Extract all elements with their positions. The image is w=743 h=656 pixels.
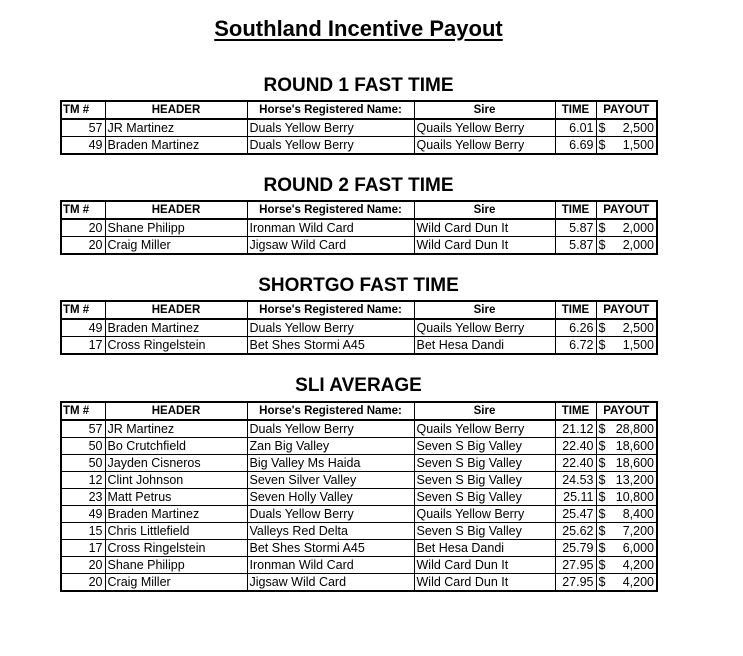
- header-name-cell: JR Martinez: [105, 119, 247, 137]
- currency-symbol: $: [598, 238, 606, 252]
- column-header-tm: TM #: [61, 301, 105, 319]
- horse-name-cell: Bet Shes Stormi A45: [247, 337, 414, 355]
- horse-name-cell: Seven Holly Valley: [247, 489, 414, 506]
- table-header-row: [61, 402, 657, 420]
- sire-cell: Seven S Big Valley: [414, 438, 555, 455]
- column-header-horse: Horse's Registered Name:: [247, 101, 414, 119]
- header-name-cell: Cross Ringelstein: [105, 337, 247, 355]
- header-name-cell: Shane Philipp: [105, 557, 247, 574]
- header-name-cell: Jayden Cisneros: [105, 455, 247, 472]
- sire-cell: Quails Yellow Berry: [414, 506, 555, 523]
- team-number-cell: 17: [61, 540, 105, 557]
- currency-symbol: $: [598, 507, 606, 521]
- currency-symbol: $: [598, 524, 606, 538]
- time-cell: 6.26: [555, 319, 596, 337]
- header-name-cell: Cross Ringelstein: [105, 540, 247, 557]
- time-cell: 6.69: [555, 137, 596, 155]
- column-header-sire: Sire: [414, 301, 555, 319]
- team-number-cell: 50: [61, 455, 105, 472]
- horse-name-cell: Ironman Wild Card: [247, 557, 414, 574]
- currency-symbol: $: [598, 490, 606, 504]
- header-name-cell: Braden Martinez: [105, 319, 247, 337]
- time-cell: 24.53: [555, 472, 596, 489]
- team-number-cell: 20: [61, 557, 105, 574]
- sire-cell: Wild Card Dun It: [414, 574, 555, 592]
- currency-symbol: $: [598, 321, 606, 335]
- payout-amount: 1,500: [622, 138, 654, 152]
- currency-symbol: $: [598, 456, 606, 470]
- table-header-row: [61, 201, 657, 219]
- column-header-header: HEADER: [105, 101, 247, 119]
- team-number-cell: 20: [61, 237, 105, 255]
- results-table: [60, 300, 658, 355]
- column-header-payout: PAYOUT: [596, 402, 657, 420]
- time-cell: 25.11: [555, 489, 596, 506]
- horse-name-cell: Duals Yellow Berry: [247, 420, 414, 438]
- column-header-tm: TM #: [61, 201, 105, 219]
- payout-cell: [596, 489, 657, 506]
- sire-cell: Seven S Big Valley: [414, 523, 555, 540]
- section-title: SHORTGO FAST TIME: [258, 275, 459, 296]
- horse-name-cell: Jigsaw Wild Card: [247, 574, 414, 592]
- column-header-header: HEADER: [105, 402, 247, 420]
- team-number-cell: 20: [61, 574, 105, 592]
- time-cell: 21.12: [555, 420, 596, 438]
- time-cell: 6.01: [555, 119, 596, 137]
- horse-name-cell: Bet Shes Stormi A45: [247, 540, 414, 557]
- column-header-sire: Sire: [414, 201, 555, 219]
- column-header-sire: Sire: [414, 101, 555, 119]
- payout-amount: 4,200: [622, 558, 654, 572]
- horse-name-cell: Duals Yellow Berry: [247, 506, 414, 523]
- payout-cell: [596, 420, 657, 438]
- horse-name-cell: Ironman Wild Card: [247, 219, 414, 237]
- results-table: [60, 200, 658, 255]
- currency-symbol: $: [598, 221, 606, 235]
- table-row: [61, 455, 657, 472]
- currency-symbol: $: [598, 121, 606, 135]
- horse-name-cell: Duals Yellow Berry: [247, 119, 414, 137]
- payout-amount: 13,200: [615, 473, 654, 487]
- table-row: [61, 337, 657, 355]
- section-title: ROUND 2 FAST TIME: [263, 175, 454, 196]
- header-name-cell: Braden Martinez: [105, 506, 247, 523]
- currency-symbol: $: [598, 541, 606, 555]
- payout-cell: [596, 472, 657, 489]
- table-row: [61, 523, 657, 540]
- header-name-cell: Shane Philipp: [105, 219, 247, 237]
- column-header-time: TIME: [555, 301, 596, 319]
- payout-cell: [596, 523, 657, 540]
- payout-amount: 28,800: [615, 422, 654, 436]
- header-name-cell: Clint Johnson: [105, 472, 247, 489]
- team-number-cell: 50: [61, 438, 105, 455]
- sire-cell: Bet Hesa Dandi: [414, 337, 555, 355]
- table-row: [61, 540, 657, 557]
- header-name-cell: Matt Petrus: [105, 489, 247, 506]
- team-number-cell: 57: [61, 119, 105, 137]
- table-row: [61, 420, 657, 438]
- currency-symbol: $: [598, 473, 606, 487]
- results-table: [60, 100, 658, 155]
- horse-name-cell: Duals Yellow Berry: [247, 137, 414, 155]
- team-number-cell: 49: [61, 506, 105, 523]
- column-header-sire: Sire: [414, 402, 555, 420]
- column-header-tm: TM #: [61, 101, 105, 119]
- table-header-row: [61, 301, 657, 319]
- payout-cell: [596, 237, 657, 255]
- horse-name-cell: Big Valley Ms Haida: [247, 455, 414, 472]
- time-cell: 22.40: [555, 455, 596, 472]
- horse-name-cell: Zan Big Valley: [247, 438, 414, 455]
- sire-cell: Wild Card Dun It: [414, 557, 555, 574]
- payout-cell: [596, 337, 657, 355]
- table-header-row: [61, 101, 657, 119]
- column-header-payout: PAYOUT: [596, 201, 657, 219]
- header-name-cell: Braden Martinez: [105, 137, 247, 155]
- header-name-cell: Craig Miller: [105, 574, 247, 592]
- payout-amount: 7,200: [622, 524, 654, 538]
- payout-amount: 2,000: [622, 238, 654, 252]
- time-cell: 27.95: [555, 574, 596, 592]
- payout-amount: 2,500: [622, 121, 654, 135]
- team-number-cell: 23: [61, 489, 105, 506]
- header-name-cell: Chris Littlefield: [105, 523, 247, 540]
- team-number-cell: 12: [61, 472, 105, 489]
- column-header-horse: Horse's Registered Name:: [247, 201, 414, 219]
- payout-cell: [596, 219, 657, 237]
- payout-cell: [596, 438, 657, 455]
- section-title: SLI AVERAGE: [295, 375, 422, 396]
- column-header-time: TIME: [555, 402, 596, 420]
- payout-cell: [596, 119, 657, 137]
- sire-cell: Quails Yellow Berry: [414, 119, 555, 137]
- column-header-horse: Horse's Registered Name:: [247, 402, 414, 420]
- currency-symbol: $: [598, 338, 606, 352]
- payout-amount: 6,000: [622, 541, 654, 555]
- column-header-header: HEADER: [105, 201, 247, 219]
- horse-name-cell: Seven Silver Valley: [247, 472, 414, 489]
- time-cell: 6.72: [555, 337, 596, 355]
- time-cell: 5.87: [555, 219, 596, 237]
- table-row: [61, 489, 657, 506]
- time-cell: 27.95: [555, 557, 596, 574]
- sire-cell: Bet Hesa Dandi: [414, 540, 555, 557]
- team-number-cell: 49: [61, 137, 105, 155]
- header-name-cell: Bo Crutchfield: [105, 438, 247, 455]
- payout-cell: [596, 506, 657, 523]
- currency-symbol: $: [598, 439, 606, 453]
- sire-cell: Seven S Big Valley: [414, 472, 555, 489]
- payout-amount: 10,800: [615, 490, 654, 504]
- payout-amount: 18,600: [615, 456, 654, 470]
- sire-cell: Quails Yellow Berry: [414, 137, 555, 155]
- currency-symbol: $: [598, 558, 606, 572]
- sire-cell: Quails Yellow Berry: [414, 420, 555, 438]
- team-number-cell: 57: [61, 420, 105, 438]
- sire-cell: Wild Card Dun It: [414, 237, 555, 255]
- team-number-cell: 17: [61, 337, 105, 355]
- table-row: [61, 219, 657, 237]
- page-title: Southland Incentive Payout: [214, 16, 503, 41]
- time-cell: 25.62: [555, 523, 596, 540]
- column-header-horse: Horse's Registered Name:: [247, 301, 414, 319]
- time-cell: 25.79: [555, 540, 596, 557]
- payout-amount: 2,000: [622, 221, 654, 235]
- payout-amount: 8,400: [622, 507, 654, 521]
- results-table: [60, 401, 658, 592]
- column-header-tm: TM #: [61, 402, 105, 420]
- sire-cell: Seven S Big Valley: [414, 489, 555, 506]
- table-row: [61, 506, 657, 523]
- payout-cell: [596, 540, 657, 557]
- table-row: [61, 137, 657, 155]
- currency-symbol: $: [598, 138, 606, 152]
- table-row: [61, 237, 657, 255]
- payout-amount: 1,500: [622, 338, 654, 352]
- column-header-payout: PAYOUT: [596, 101, 657, 119]
- time-cell: 5.87: [555, 237, 596, 255]
- payout-cell: [596, 574, 657, 592]
- table-row: [61, 472, 657, 489]
- table-row: [61, 319, 657, 337]
- table-row: [61, 574, 657, 592]
- section-title: ROUND 1 FAST TIME: [263, 75, 454, 96]
- header-name-cell: Craig Miller: [105, 237, 247, 255]
- column-header-header: HEADER: [105, 301, 247, 319]
- time-cell: 22.40: [555, 438, 596, 455]
- sire-cell: Wild Card Dun It: [414, 219, 555, 237]
- table-row: [61, 119, 657, 137]
- table-row: [61, 557, 657, 574]
- sire-cell: Seven S Big Valley: [414, 455, 555, 472]
- sire-cell: Quails Yellow Berry: [414, 319, 555, 337]
- team-number-cell: 20: [61, 219, 105, 237]
- time-cell: 25.47: [555, 506, 596, 523]
- column-header-time: TIME: [555, 101, 596, 119]
- column-header-time: TIME: [555, 201, 596, 219]
- payout-amount: 2,500: [622, 321, 654, 335]
- horse-name-cell: Duals Yellow Berry: [247, 319, 414, 337]
- column-header-payout: PAYOUT: [596, 301, 657, 319]
- horse-name-cell: Jigsaw Wild Card: [247, 237, 414, 255]
- table-row: [61, 438, 657, 455]
- header-name-cell: JR Martinez: [105, 420, 247, 438]
- team-number-cell: 49: [61, 319, 105, 337]
- currency-symbol: $: [598, 422, 606, 436]
- horse-name-cell: Valleys Red Delta: [247, 523, 414, 540]
- payout-amount: 4,200: [622, 575, 654, 589]
- payout-amount: 18,600: [615, 439, 654, 453]
- payout-cell: [596, 319, 657, 337]
- payout-cell: [596, 137, 657, 155]
- currency-symbol: $: [598, 575, 606, 589]
- payout-cell: [596, 455, 657, 472]
- team-number-cell: 15: [61, 523, 105, 540]
- payout-cell: [596, 557, 657, 574]
